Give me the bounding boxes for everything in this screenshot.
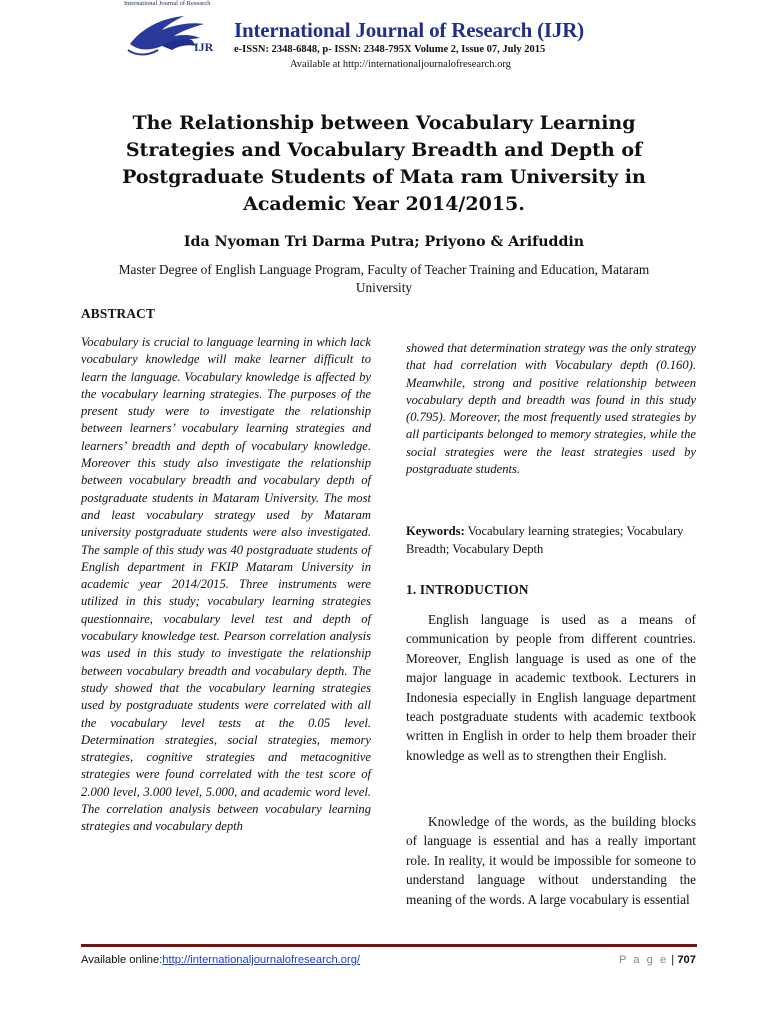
keywords xyxy=(406,522,696,558)
introduction-heading: 1. INTRODUCTION xyxy=(406,582,529,597)
footer-available-label: Available online: xyxy=(81,954,163,966)
abstract-text-right: showed that determination strategy was the only strategy that had correlation with Vocabulary depth (0.160). Meanwhile, strong and positive relationship between vocabulary depth and breadth was found in this study (0.795). Moreover, the most frequently used strategies by all participants belonged to memory strategies, while the social strategies were the least strategies used by postgraduate students. xyxy=(406,341,696,477)
footer-page-separator: | xyxy=(668,954,678,966)
footer-page xyxy=(619,954,696,966)
logo-caption: International Journal of Research xyxy=(124,0,211,7)
issn-line: e-ISSN: 2348-6848, p- ISSN: 2348-795X Volume 2, Issue 07, July 2015 xyxy=(234,44,546,55)
paper-title: The Relationship between Vocabulary Learning Strategies and Vocabulary Breadth and Depth of Postgraduate Students of Mata ram University in Academic Year 2014/2015. xyxy=(122,112,646,215)
introduction-paragraph-1: English language is used as a means of communication by people from different countries. Moreover, English language is used as one of the major language in academic textbook. Lecturers in Indonesia especially in English language department teach postgraduate students with academic textbook written in English in order to help them broader their knowledge as well as to strengthen their English. xyxy=(406,612,696,763)
keywords-text: Vocabulary learning strategies; Vocabulary Breadth; Vocabulary Depth xyxy=(406,524,684,556)
footer-page-number: 707 xyxy=(677,954,696,966)
abstract-heading: ABSTRACT xyxy=(81,306,156,321)
paper-affiliation: Master Degree of English Language Program, Faculty of Teacher Training and Education, Mataram University xyxy=(118,262,650,295)
introduction-paragraph-2: Knowledge of the words, as the building blocks of language is essential and has a really important role. In reality, it would be impossible for someone to understand language without understanding the meaning of the words. A large vocabulary is essential xyxy=(406,814,696,907)
paper-authors: Ida Nyoman Tri Darma Putra; Priyono & Arifuddin xyxy=(183,234,585,250)
footer-page-label: P a g e xyxy=(618,954,669,966)
logo-abbrev: IJR xyxy=(194,40,214,54)
footer-available-online xyxy=(81,954,360,966)
journal-logo xyxy=(122,0,232,62)
abstract-text-left: Vocabulary is crucial to language learning in which lack vocabulary knowledge will make learner difficult to learn the language. Vocabulary knowledge is affected by the vocabulary learning strategies. The purposes of the present study were to investigate the relationship between learners’ vocabulary learning strategies and learners’ breadth and depth of vocabulary knowledge. Moreover this study also investigate the relationship between vocabulary breadth and vocabulary depth of postgraduate students in Mataram University. The most and least vocabulary strategy used by Mataram university postgraduate students were also investigated. The sample of this study was 40 postgraduate students of English department in FKIP Mataram University in academic year 2014/2015. Three instruments were utilized in this study; vocabulary learning strategies questionnaire, vocabulary level test and depth of vocabulary knowledge test. Pearson correlation analysis was used in this study to investigate the relationship between vocabulary breadth and vocabulary depth. The study showed that the vocabulary learning strategies used by postgraduate students were correlated with all the vocabulary level tests at the 0.05 level. Determination strategies, social strategies, memory strategies, cognitive strategies and metacognitive strategies were found correlated with the test score of 2.000 level, 3.000 level, 5.000, and academic word level. The correlation analysis between vocabulary learning strategies and vocabulary depth xyxy=(81,335,371,834)
footer-url-link[interactable]: http://internationaljournalofresearch.org/ xyxy=(162,954,361,966)
footer-rule xyxy=(81,944,697,947)
pegasus-logo-icon xyxy=(122,0,232,62)
available-at-line: Available at http://internationaljournalofresearch.org xyxy=(290,59,511,70)
journal-title: International Journal of Research (IJR) xyxy=(234,18,584,42)
keywords-label: Keywords: xyxy=(406,524,465,538)
